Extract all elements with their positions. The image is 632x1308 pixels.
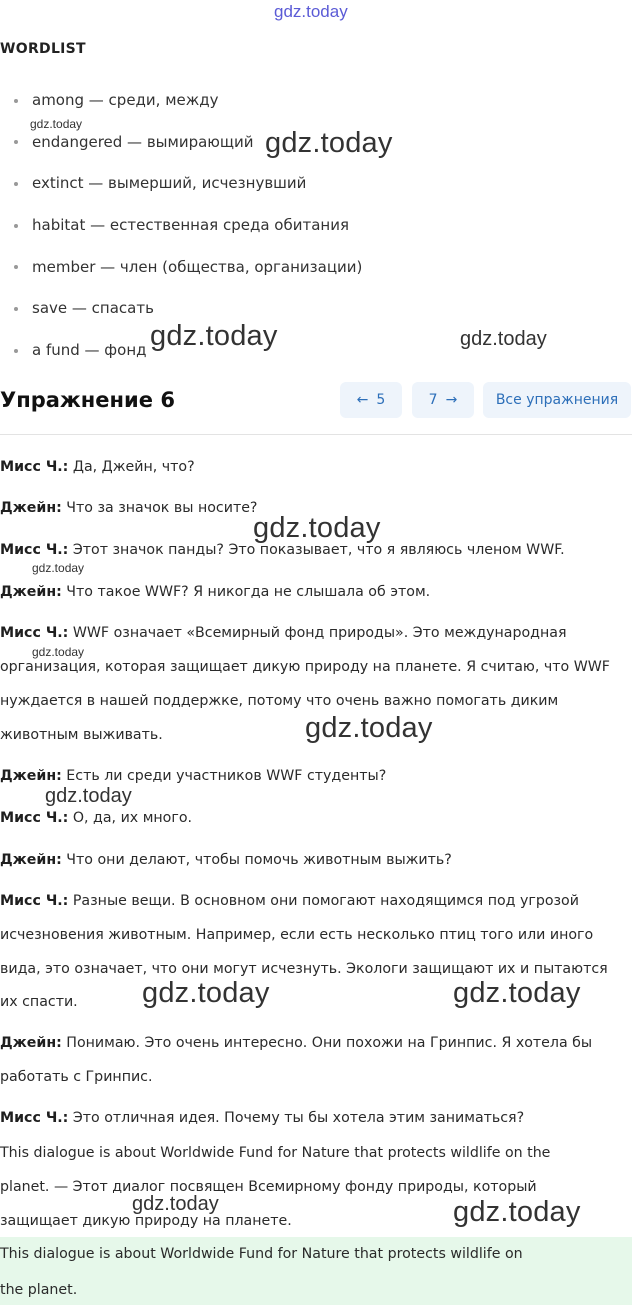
wordlist-item: endangered — вымирающий xyxy=(14,122,362,164)
bullet-icon xyxy=(14,307,18,311)
prev-exercise-button[interactable]: ← 5 xyxy=(340,382,402,418)
dialogue-line: нуждается в нашей поддержке, потому что очень важно помогать диким xyxy=(0,693,559,709)
wordlist-item: habitat — естественная среда обитания xyxy=(14,205,362,247)
wordlist-item: among — среди, между xyxy=(14,80,362,122)
dialogue-line: Джейн: Понимаю. Это очень интересно. Они похожи на Гринпис. Я хотела бы xyxy=(0,1035,593,1051)
dialogue-line: животным выживать. xyxy=(0,727,163,743)
watermark: gdz.today xyxy=(453,977,581,1009)
wordlist xyxy=(14,80,362,372)
dialogue-line: Мисс Ч.: Этот значок панды? Это показывает, что я являюсь членом WWF. xyxy=(0,542,565,558)
answer-line: This dialogue is about Worldwide Fund for Nature that protects wildlife on the xyxy=(0,1145,551,1161)
divider xyxy=(0,434,632,435)
wordlist-item: save — спасать xyxy=(14,288,362,330)
dialogue-line: Мисс Ч.: Да, Джейн, что? xyxy=(0,459,195,475)
watermark-top: gdz.today xyxy=(274,2,348,21)
exercise-title: Упражнение 6 xyxy=(0,388,175,412)
bullet-icon xyxy=(14,140,18,144)
dialogue-line: Джейн: Что они делают, чтобы помочь животным выжить? xyxy=(0,852,452,868)
bullet-icon xyxy=(14,182,18,186)
exercise-header xyxy=(0,380,632,430)
arrow-right-icon: → xyxy=(445,392,458,408)
wordlist-title: WORDLIST xyxy=(0,41,86,57)
dialogue-line: организация, которая защищает дикую природу на планете. Я считаю, что WWF xyxy=(0,659,610,675)
watermark: gdz.today xyxy=(132,1193,219,1215)
dialogue-line: их спасти. xyxy=(0,994,78,1010)
watermark: gdz.today xyxy=(460,328,547,350)
highlight-line: the planet. xyxy=(0,1282,78,1298)
dialogue-line: Мисс Ч.: WWF означает «Всемирный фонд природы». Это международная xyxy=(0,625,567,641)
dialogue-line: исчезновения животным. Например, если есть несколько птиц того или иного xyxy=(0,927,594,943)
dialogue-line: Джейн: Есть ли среди участников WWF студенты? xyxy=(0,768,387,784)
dialogue-line: Мисс Ч.: О, да, их много. xyxy=(0,810,193,826)
bullet-icon xyxy=(14,99,18,103)
watermark: gdz.today xyxy=(453,1196,581,1228)
wordlist-item: member — член (общества, организации) xyxy=(14,247,362,289)
dialogue-line: работать с Гринпис. xyxy=(0,1069,153,1085)
watermark: gdz.today xyxy=(30,117,83,131)
watermark: gdz.today xyxy=(305,712,433,744)
dialogue-line: Джейн: Что за значок вы носите? xyxy=(0,500,258,516)
answer-line: planet. — Этот диалог посвящен Всемирному фонду природы, который xyxy=(0,1179,537,1195)
watermark: gdz.today xyxy=(265,127,393,159)
bullet-icon xyxy=(14,349,18,353)
arrow-left-icon: ← xyxy=(356,392,369,408)
bullet-icon xyxy=(14,265,18,269)
next-exercise-button[interactable]: 7 → xyxy=(412,382,474,418)
watermark: gdz.today xyxy=(45,785,132,807)
answer-line: защищает дикую природу на планете. xyxy=(0,1213,292,1229)
dialogue-line: Джейн: Что такое WWF? Я никогда не слышала об этом. xyxy=(0,584,431,600)
watermark: gdz.today xyxy=(32,645,85,659)
dialogue-line: Мисс Ч.: Разные вещи. В основном они помогают находящимся под угрозой xyxy=(0,893,579,909)
highlight-line: This dialogue is about Worldwide Fund for Nature that protects wildlife on xyxy=(0,1246,523,1262)
all-exercises-button[interactable]: Все упражнения xyxy=(483,382,631,418)
wordlist-item: a fund — фонд xyxy=(14,330,362,372)
dialogue-line: вида, это означает, что они могут исчезнуть. Экологи защищают их и пытаются xyxy=(0,961,608,977)
watermark: gdz.today xyxy=(253,512,381,544)
bullet-icon xyxy=(14,224,18,228)
watermark: gdz.today xyxy=(32,561,85,575)
dialogue-line: Мисс Ч.: Это отличная идея. Почему ты бы хотела этим заниматься? xyxy=(0,1110,525,1126)
wordlist-item: extinct — вымерший, исчезнувший xyxy=(14,163,362,205)
watermark: gdz.today xyxy=(142,977,270,1009)
watermark: gdz.today xyxy=(150,320,278,352)
